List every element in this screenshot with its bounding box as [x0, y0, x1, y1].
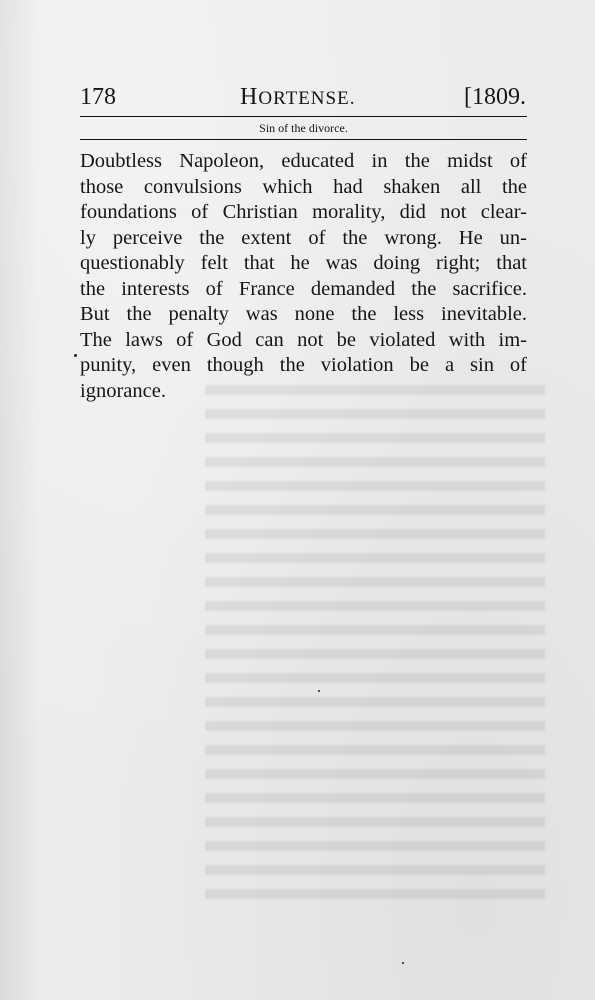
- running-title-smallcaps: ORTENSE.: [258, 88, 356, 109]
- page-number: 178: [80, 84, 116, 110]
- text-line: ignorance.: [80, 379, 166, 402]
- ink-speck: [74, 354, 77, 357]
- subtitle-rule: [80, 139, 527, 140]
- text-line: those convulsions which had shaken all the: [80, 175, 527, 198]
- text-line: ly perceive the extent of the wrong. He un-: [80, 226, 527, 249]
- text-line: questionably felt that he was doing right; that: [80, 252, 527, 274]
- show-through-text: [205, 385, 545, 905]
- text-line: punity, even though the violation be a sin of: [80, 354, 527, 376]
- body-paragraph: [80, 149, 527, 404]
- ink-speck: [318, 690, 320, 692]
- page-header: [80, 82, 526, 112]
- section-subtitle: Sin of the divorce.: [259, 121, 348, 135]
- header-rule: [80, 116, 527, 117]
- text-line: foundations of Christian morality, did not clear-: [80, 201, 527, 223]
- year-marker: [1809.: [464, 84, 526, 110]
- text-line: the interests of France demanded the sacrifice.: [80, 277, 527, 300]
- ink-speck: [402, 962, 404, 964]
- running-title: HORTENSE.: [240, 84, 356, 110]
- text-line: The laws of God can not be violated with im-: [80, 328, 527, 351]
- text-line: But the penalty was none the less inevitable.: [80, 303, 527, 325]
- text-line: Doubtless Napoleon, educated in the midst of: [80, 150, 527, 172]
